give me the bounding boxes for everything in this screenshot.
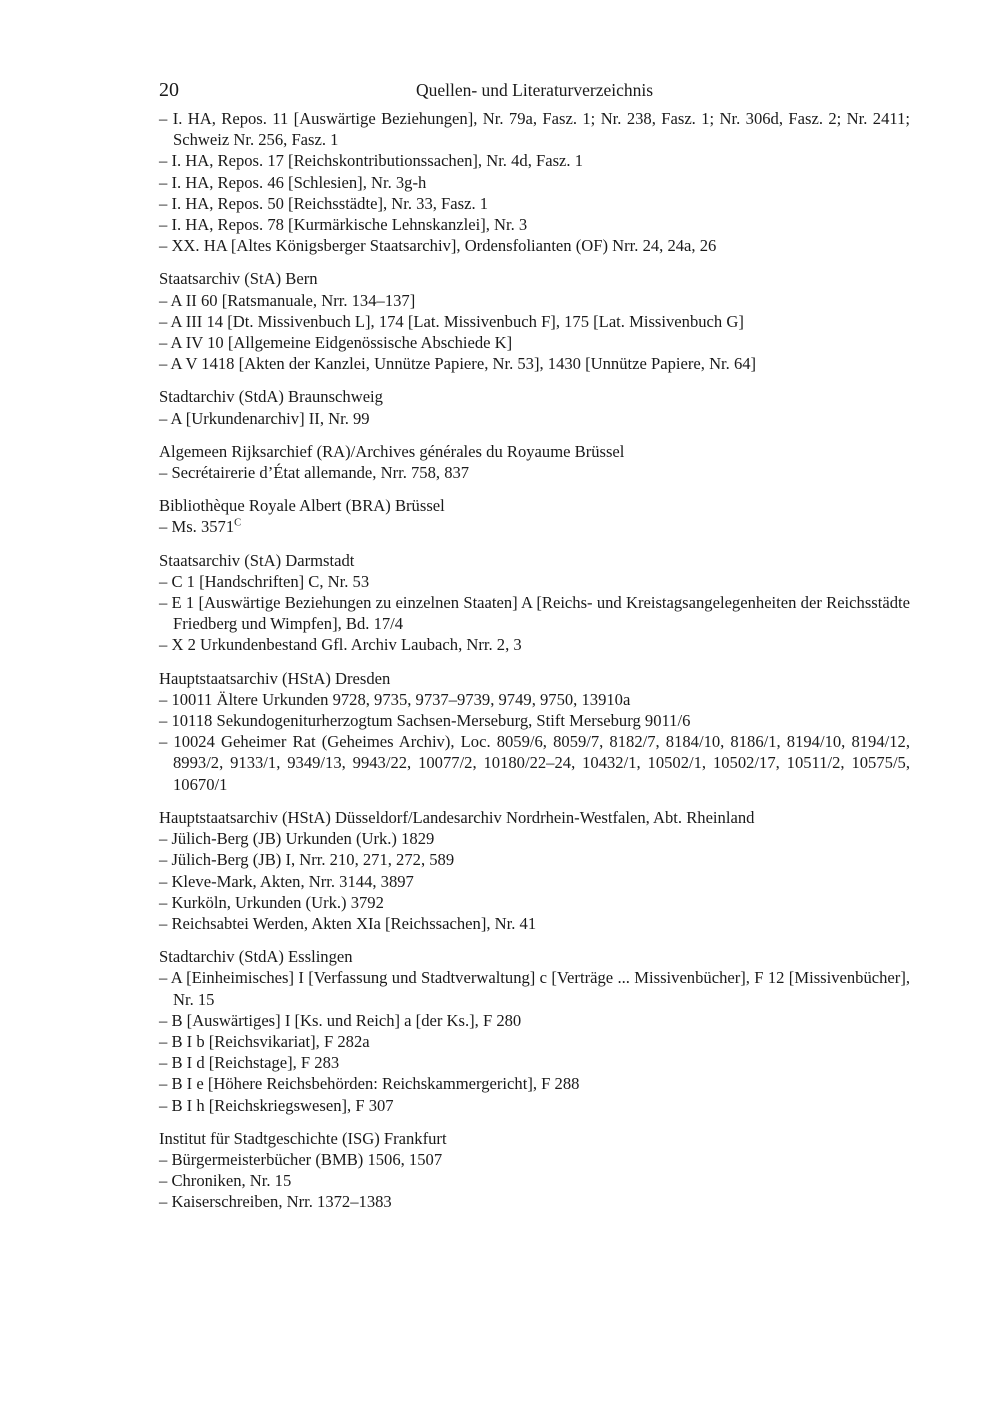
section-frankfurt: [159, 1128, 910, 1213]
superscript: C: [234, 517, 242, 529]
list-item: – B I h [Reichskriegswesen], F 307: [159, 1095, 394, 1115]
section-duesseldorf: [159, 807, 910, 934]
list-item: – B [Auswärtiges] I [Ks. und Reich] a [der Ks.], F 280: [159, 1010, 522, 1030]
section-title: Institut für Stadtgeschichte (ISG) Frankfurt: [159, 1128, 447, 1148]
list-item: – 10118 Sekundogeniturherzogtum Sachsen-Merseburg, Stift Merseburg 9011/6: [159, 711, 691, 731]
list-item: – XX. HA [Altes Königsberger Staatsarchiv], Ordensfolianten (OF) Nrr. 24, 24a, 26: [159, 236, 717, 256]
list-item: – Jülich-Berg (JB) Urkunden (Urk.) 1829: [159, 829, 435, 849]
list-item: – Kaiserschreiben, Nrr. 1372–1383: [159, 1192, 392, 1212]
list-item: – Secrétairerie d’État allemande, Nrr. 758, 837: [159, 463, 470, 483]
list-item: – I. HA, Repos. 17 [Reichskontributionssachen], Nr. 4d, Fasz. 1: [159, 151, 584, 171]
section-title: Bibliothèque Royale Albert (BRA) Brüssel: [159, 496, 445, 516]
section-bern: [159, 268, 910, 374]
section-dresden: [159, 668, 910, 795]
running-header: [159, 80, 910, 108]
list-item: – I. HA, Repos. 11 [Auswärtige Beziehungen], Nr. 79a, Fasz. 1; Nr. 238, Fasz. 1; Nr. 306d, Fasz. 2; Nr. 2411; Schweiz Nr. 256, Fasz. 1: [159, 109, 910, 150]
list-item: – Kleve-Mark, Akten, Nrr. 3144, 3897: [159, 871, 414, 891]
running-title: Quellen- und Literaturverzeichnis: [415, 80, 654, 100]
section-title: Staatsarchiv (StA) Bern: [159, 269, 318, 289]
list-item: – 10011 Ältere Urkunden 9728, 9735, 9737–9739, 9749, 9750, 13910a: [159, 689, 631, 709]
section-title: Algemeen Rijksarchief (RA)/Archives générales du Royaume Brüssel: [159, 441, 625, 461]
list-item: – A II 60 [Ratsmanuale, Nrr. 134–137]: [159, 290, 416, 310]
list-item: [159, 516, 910, 537]
list-item: – I. HA, Repos. 46 [Schlesien], Nr. 3g-h: [159, 172, 427, 192]
list-item: – A [Einheimisches] I [Verfassung und Stadtverwaltung] c [Verträge ... Missivenbücher], F 12 [Missivenbücher], Nr. 15: [159, 968, 910, 1009]
entry-text: – Ms. 3571: [159, 517, 235, 537]
list-item: – A [Urkundenarchiv] II, Nr. 99: [159, 408, 370, 428]
list-item: – Kurköln, Urkunden (Urk.) 3792: [159, 892, 384, 912]
list-item: – B I e [Höhere Reichsbehörden: Reichskammergericht], F 288: [159, 1074, 580, 1094]
section-title: Stadtarchiv (StdA) Braunschweig: [159, 387, 383, 407]
section-darmstadt: [159, 550, 910, 656]
section-braunschweig: [159, 386, 910, 428]
list-item: – I. HA, Repos. 78 [Kurmärkische Lehnskanzlei], Nr. 3: [159, 215, 528, 235]
list-item: – A IV 10 [Allgemeine Eidgenössische Abschiede K]: [159, 333, 513, 353]
list-item: – E 1 [Auswärtige Beziehungen zu einzelnen Staaten] A [Reichs- und Kreistagsangelegenheiten der Reichsstädte Friedberg und Wimpfen], Bd. 17/4: [159, 593, 910, 634]
section-title: Hauptstaatsarchiv (HStA) Dresden: [159, 668, 391, 688]
page-content: [159, 80, 910, 1225]
list-item: – Jülich-Berg (JB) I, Nrr. 210, 271, 272, 589: [159, 850, 455, 870]
list-item: – A III 14 [Dt. Missivenbuch L], 174 [Lat. Missivenbuch F], 175 [Lat. Missivenbuch G]: [159, 311, 744, 331]
list-item: – I. HA, Repos. 50 [Reichsstädte], Nr. 33, Fasz. 1: [159, 193, 489, 213]
section-title: Hauptstaatsarchiv (HStA) Düsseldorf/Landesarchiv Nordrhein-Westfalen, Abt. Rheinland: [159, 807, 755, 827]
section-bruessel-bra: [159, 495, 910, 537]
list-item: – Reichsabtei Werden, Akten XIa [Reichssachen], Nr. 41: [159, 913, 537, 933]
list-item: – X 2 Urkundenbestand Gfl. Archiv Laubach, Nrr. 2, 3: [159, 635, 522, 655]
section-title: Stadtarchiv (StdA) Esslingen: [159, 947, 353, 967]
section-title: Staatsarchiv (StA) Darmstadt: [159, 550, 355, 570]
section-esslingen: [159, 946, 910, 1116]
list-item: – 10024 Geheimer Rat (Geheimes Archiv), Loc. 8059/6, 8059/7, 8182/7, 8184/10, 8186/1, 8194/10, 8194/12, 8993/2, 9133/1, 9349/13, 9943/22, 10077/2, 10180/22–24, 10432/1, 10502/1, 10502/17, 10511/2, 10575/5, 10670/1: [159, 732, 910, 794]
list-item: – B I b [Reichsvikariat], F 282a: [159, 1031, 370, 1051]
list-item: – Chroniken, Nr. 15: [159, 1171, 292, 1191]
list-item: – C 1 [Handschriften] C, Nr. 53: [159, 571, 370, 591]
section-bruessel-ra: [159, 441, 910, 483]
list-item: – A V 1418 [Akten der Kanzlei, Unnütze Papiere, Nr. 53], 1430 [Unnütze Papiere, Nr. 64]: [159, 354, 757, 374]
list-item: – Bürgermeisterbücher (BMB) 1506, 1507: [159, 1149, 443, 1169]
page-number: 20: [159, 79, 179, 101]
list-item: – B I d [Reichstage], F 283: [159, 1053, 340, 1073]
section-continuation: [159, 108, 910, 256]
